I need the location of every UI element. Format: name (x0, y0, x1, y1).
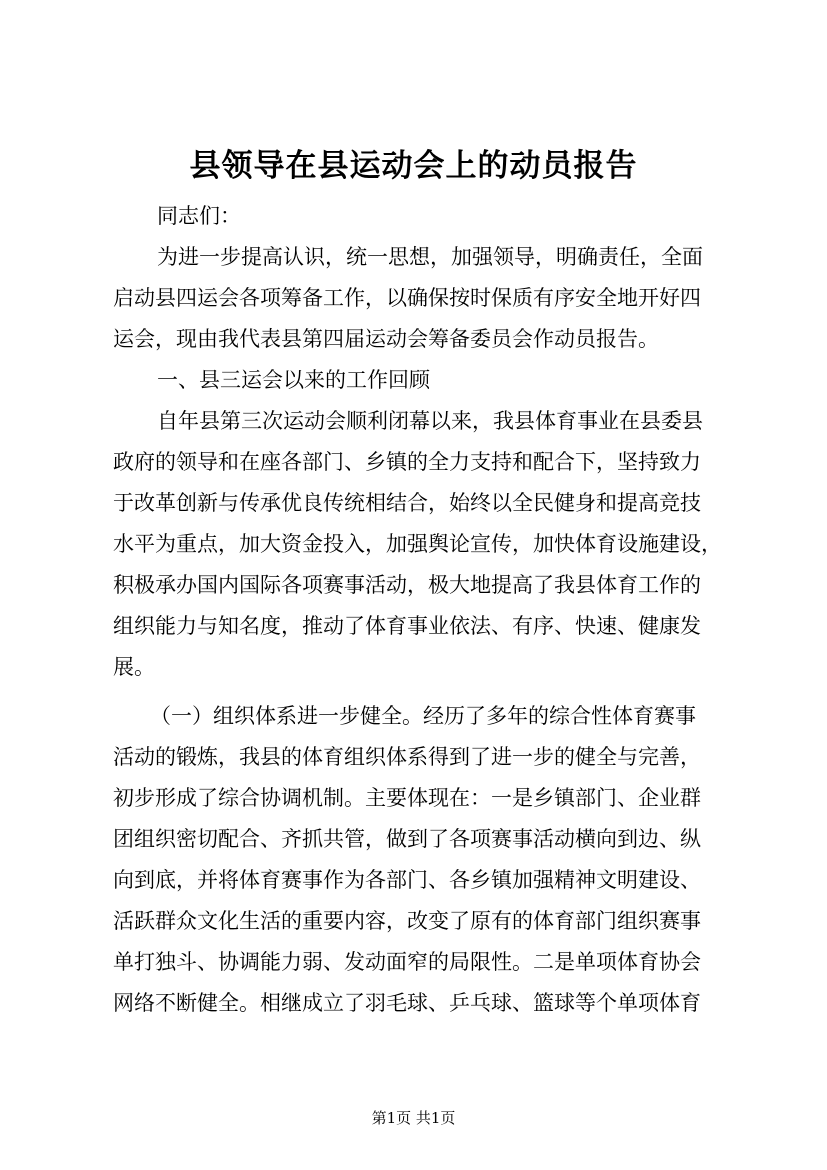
paragraph-line: 启动县四运会各项筹备工作，以确保按时保质有序安全地开好四 (113, 286, 701, 310)
paragraph-line: 政府的领导和在座各部门、乡镇的全力支持和配合下，坚持致力 (113, 450, 701, 474)
subsection-line: （一）组织体系进一步健全。经历了多年的综合性体育赛事 (150, 704, 696, 728)
paragraph-line: 活动的锻炼，我县的体育组织体系得到了进一步的健全与完善， (113, 745, 701, 769)
paragraph-line: 组织能力与知名度，推动了体育事业依法、有序、快速、健康发 (113, 614, 701, 638)
paragraph-line: 网络不断健全。相继成立了羽毛球、乒乓球、篮球等个单项体育 (113, 991, 701, 1015)
paragraph-line: 初步形成了综合协调机制。主要体现在：一是乡镇部门、企业群 (113, 786, 701, 810)
paragraph-line: 团组织密切配合、齐抓共管，做到了各项赛事活动横向到边、纵 (113, 827, 701, 851)
section-heading: 一、县三运会以来的工作回顾 (157, 368, 430, 392)
paragraph-line: 展。 (113, 655, 155, 679)
paragraph-line: 单打独斗、协调能力弱、发动面窄的局限性。二是单项体育协会 (113, 950, 701, 974)
paragraph-line: 运会，现由我代表县第四届运动会筹备委员会作动员报告。 (113, 327, 659, 351)
paragraph-line: 自年县第三次运动会顺利闭幕以来，我县体育事业在县委县 (157, 409, 703, 433)
salutation: 同志们： (157, 204, 241, 228)
paragraph-line: 于改革创新与传承优良传统相结合，始终以全民健身和提高竞技 (113, 491, 701, 515)
paragraph-line: 为进一步提高认识，统一思想，加强领导，明确责任，全面 (157, 245, 703, 269)
paragraph-line: 向到底，并将体育赛事作为各部门、各乡镇加强精神文明建设、 (113, 868, 701, 892)
paragraph-line: 水平为重点，加大资金投入，加强舆论宣传，加快体育设施建设， (113, 532, 722, 556)
page-footer: 第1页 共1页 (371, 1109, 456, 1127)
paragraph-line: 积极承办国内国际各项赛事活动，极大地提高了我县体育工作的 (113, 573, 701, 597)
paragraph-line: 活跃群众文化生活的重要内容，改变了原有的体育部门组织赛事 (113, 909, 701, 933)
document-title: 县领导在县运动会上的动员报告 (189, 148, 638, 184)
